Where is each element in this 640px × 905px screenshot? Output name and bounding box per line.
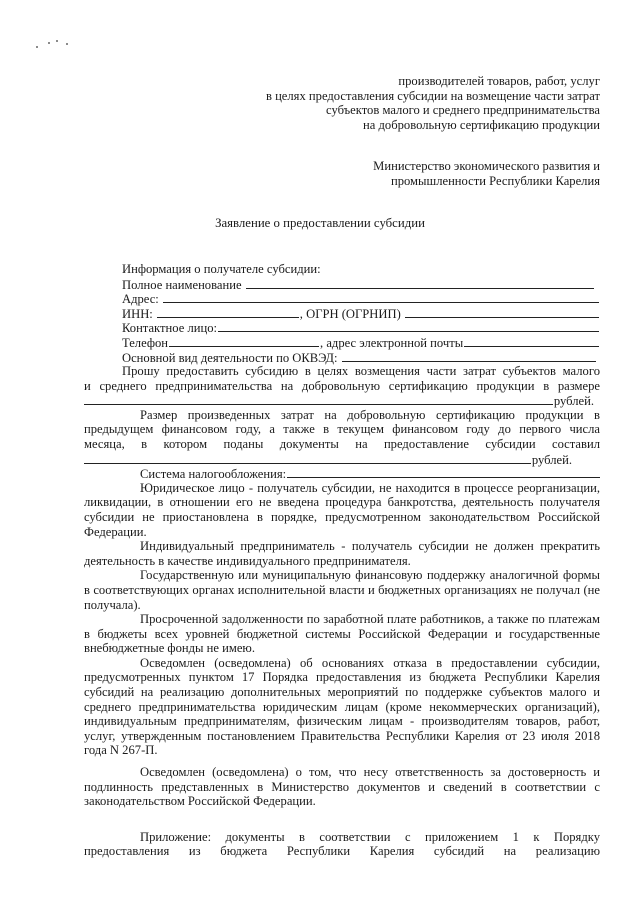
scan-speck	[66, 43, 68, 45]
costs-amount-row	[84, 452, 600, 467]
ogrn-label: , ОГРН (ОГРНИП)	[299, 306, 401, 321]
okved-label: Основной вид деятельности по ОКВЭД:	[122, 350, 338, 365]
costs-row-1	[84, 408, 600, 423]
application-body	[84, 364, 600, 859]
full-name-label: Полное наименование	[122, 277, 242, 292]
header-line: производителей товаров, работ, услуг	[398, 74, 600, 88]
contact-row	[122, 320, 600, 335]
email-field[interactable]	[464, 335, 599, 347]
request-amount-row	[84, 393, 600, 408]
costs-amount-field[interactable]	[84, 452, 531, 464]
informed-refusal-statement: Осведомлен (осведомлена) об основаниях отказа в предоставлении субсидии, предусмотренных пунктом 17 Порядка предоставления из бюджета Республики Карелия субсидий на реализацию дополнительных мероприятий по поддержке субъектов малого и среднего предпринимательства юридическим лицам (кроме некоммерческих организаций), индивидуальным предпринимателям, физическим лицам - производителям товаров, работ, услуг, утвержденным постановлением Правительства Республики Карелия от 23 июля 2018 года N 267-П.	[84, 655, 600, 758]
rubles-label: рублей.	[531, 452, 572, 467]
header-line: в целях предоставления субсидии на возмещение части затрат	[265, 88, 600, 103]
info-heading-row	[122, 262, 600, 277]
appendix-text: предоставления из бюджета Республики Карелия субсидий на реализацию	[84, 844, 600, 859]
costs-text: месяца, в котором поданы документы на предоставление субсидии составил	[84, 436, 600, 451]
costs-row-3	[84, 437, 600, 452]
request-text: Прошу предоставить субсидию в целях возмещения части затрат субъектов малого	[122, 364, 600, 378]
scan-speck	[36, 46, 38, 48]
tax-system-field[interactable]	[287, 466, 600, 478]
costs-text: Размер произведенных затрат на добровольную сертификацию продукции в	[140, 407, 600, 422]
request-text: и среднего предпринимательства на добровольную сертификацию продукции в размере	[84, 378, 600, 393]
address-label: Адрес:	[122, 292, 159, 307]
inn-field[interactable]	[157, 306, 299, 318]
phone-label: Телефон	[122, 335, 169, 350]
addressee-block	[373, 159, 600, 188]
scan-speck	[48, 42, 50, 44]
address-field[interactable]	[163, 291, 599, 303]
header-line: субъектов малого и среднего предпринимательства	[326, 103, 600, 118]
costs-row-2	[84, 422, 600, 437]
okved-field[interactable]	[342, 350, 596, 362]
contact-label: Контактное лицо:	[122, 321, 218, 336]
request-amount-field[interactable]	[84, 393, 553, 405]
info-heading: Информация о получателе субсидии:	[122, 262, 321, 276]
appendix-row-1	[84, 830, 600, 845]
address-row	[122, 291, 600, 306]
document-title: Заявление о предоставлении субсидии	[215, 216, 425, 230]
appendix-row-2	[84, 844, 600, 859]
no-debts-statement: Просроченной задолженности по заработной плате работников, а также по платежам в бюджеты всех уровней бюджетной системы Российской Федерации и государственные внебюджетные фонды не имею.	[84, 612, 600, 656]
no-support-statement: Государственную или муниципальную финансовую поддержку аналогичной формы в соответствующих органах исполнительной власти и бюджетных организациях не получал (не получала).	[84, 568, 600, 612]
email-label: , адрес электронной почты	[320, 335, 464, 350]
appendix-text: Приложение: документы в соответствии с приложением 1 к Порядку	[140, 829, 600, 844]
full-name-row	[122, 277, 600, 292]
addressee-line: Министерство экономического развития и	[373, 159, 600, 173]
scan-speck	[56, 40, 58, 42]
ogrn-field[interactable]	[405, 306, 599, 318]
request-row-2	[84, 379, 600, 394]
contact-field[interactable]	[218, 320, 599, 332]
inn-label: ИНН:	[122, 306, 153, 321]
request-row-1	[84, 364, 600, 379]
costs-text: предыдущем финансовом году, а также в текущем финансовом году до первого числа	[84, 422, 600, 437]
full-name-field[interactable]	[246, 277, 594, 289]
addressee-line: промышленности Республики Карелия	[390, 173, 600, 188]
informed-responsibility-statement: Осведомлен (осведомлена) о том, что несу ответственность за достоверность и подлинность представленных в Министерство документов и сведений в соответствии с законодательством Российской Федерации.	[84, 765, 600, 809]
okved-row	[122, 350, 600, 365]
header-line: на добровольную сертификацию продукции	[363, 117, 600, 132]
legal-entity-statement: Юридическое лицо - получатель субсидии, не находится в процессе реорганизации, ликвидации, в отношении его не введена процедура банкротства, деятельность получателя субсидии не приостановлена в порядке, предусмотренном законодательством Российской Федерации.	[84, 480, 600, 539]
tax-system-row	[84, 466, 600, 481]
rubles-label: рублей.	[553, 394, 594, 409]
recipient-info	[122, 262, 600, 364]
tax-system-label: Система налогообложения:	[140, 467, 287, 482]
header-block	[266, 74, 600, 132]
inn-ogrn-row	[122, 306, 600, 321]
individual-entrepreneur-statement: Индивидуальный предприниматель - получатель субсидии не должен прекратить деятельность в качестве индивидуального предпринимателя.	[84, 539, 600, 568]
phone-email-row	[122, 335, 600, 350]
phone-field[interactable]	[169, 335, 319, 347]
